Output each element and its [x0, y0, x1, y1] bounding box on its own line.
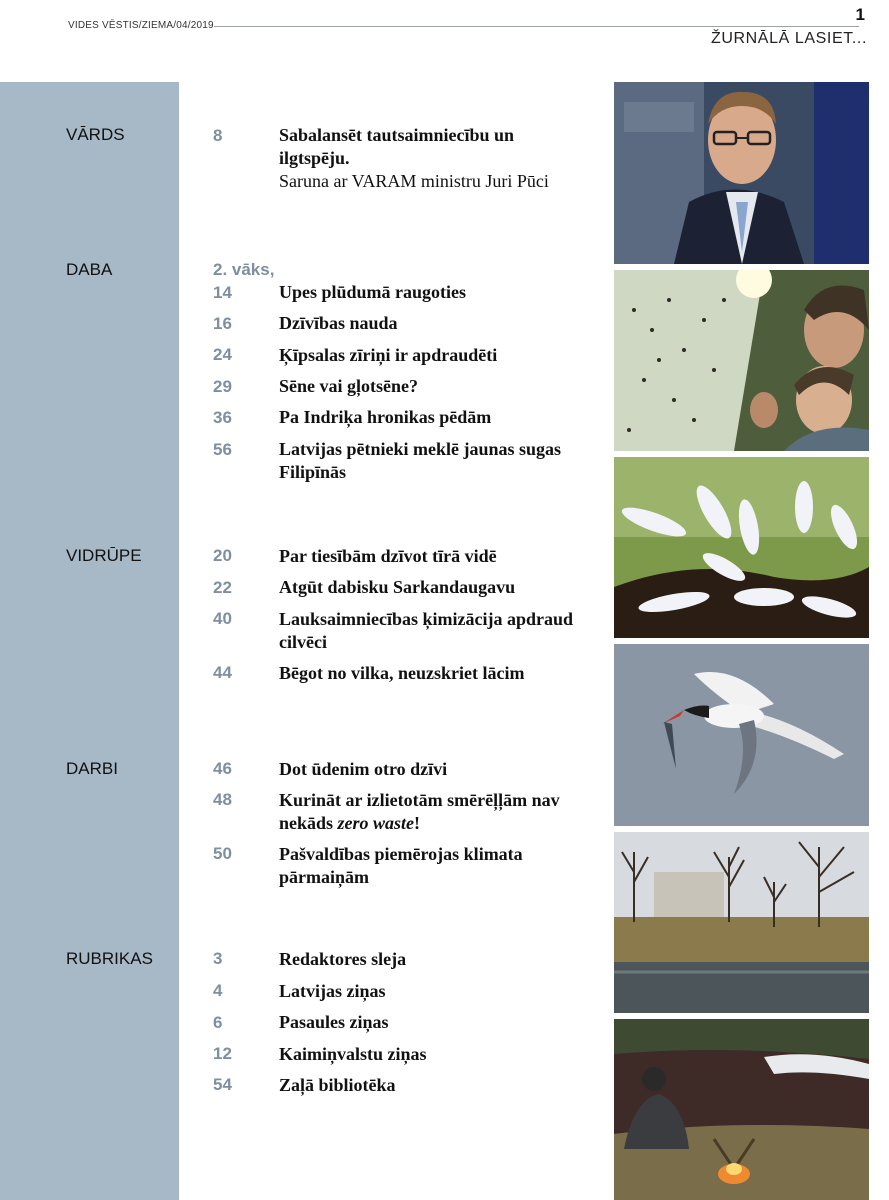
category-vards: VĀRDS	[66, 125, 125, 144]
toc-entry-title[interactable]: Bēgot no vilka, neuzskriet lācim	[279, 663, 525, 683]
header-rule	[214, 26, 859, 27]
toc-page-number: 20	[213, 546, 232, 565]
toc-entry-title[interactable]: Lauksaimniecības ķimizācija apdraud cilvēci	[279, 609, 574, 652]
toc-page-number: 36	[213, 408, 232, 427]
toc-entry-title[interactable]: Atgūt dabisku Sarkandaugavu	[279, 577, 516, 597]
toc-page-number: 12	[213, 1044, 232, 1063]
category-rubrikas: RUBRIKAS	[66, 949, 153, 968]
photo-river-winter-trees	[614, 832, 869, 1013]
toc-entry-title[interactable]: Dzīvības nauda	[279, 313, 398, 333]
page-number: 1	[855, 5, 865, 24]
toc-page-number: 56	[213, 440, 232, 459]
toc-entry-title[interactable]: Redaktores sleja	[279, 949, 407, 969]
toc-page-number: 48	[213, 790, 232, 809]
toc-page-number: 14	[213, 283, 232, 302]
category-darbi: DARBI	[66, 759, 118, 778]
photo-tern-with-fish	[614, 644, 869, 826]
toc-page-number: 29	[213, 377, 232, 396]
toc-entry-title[interactable]: Zaļā bibliotēka	[279, 1075, 396, 1095]
toc-page-number: 46	[213, 759, 232, 778]
toc-cover-ref: 2. vāks,	[213, 260, 275, 279]
photo-person-campfire-river	[614, 1019, 869, 1200]
title-emphasis: zero waste	[337, 813, 415, 833]
toc-page-number: 4	[213, 981, 223, 1000]
toc-entry-title[interactable]: Pa Indriķa hronikas pēdām	[279, 407, 492, 427]
toc-entry-title[interactable]: Pasaules ziņas	[279, 1012, 389, 1032]
toc-page-number: 8	[213, 126, 223, 145]
toc-page-number: 6	[213, 1013, 223, 1032]
toc-entry-subtitle: Saruna ar VARAM ministru Juri Pūci	[279, 171, 549, 191]
side-band	[0, 82, 179, 1200]
toc-page-number: 40	[213, 609, 232, 628]
toc-page-number: 54	[213, 1075, 232, 1094]
toc-page-number: 3	[213, 949, 223, 968]
toc-entry-title[interactable]: Pašvaldības piemērojas klimata pārmaiņām	[279, 844, 523, 887]
photo-slime-mold-closeup	[614, 457, 869, 638]
toc-page-number: 16	[213, 314, 232, 333]
toc-entry-title[interactable]: Latvijas ziņas	[279, 981, 386, 1001]
toc-page-number: 22	[213, 578, 232, 597]
photo-minister-portrait	[614, 82, 869, 264]
toc-entry-title[interactable]: Latvijas pētnieki meklē jaunas sugas Filipīnās	[279, 439, 562, 482]
category-daba: DABA	[66, 260, 113, 279]
toc-entry-title[interactable]: Sabalansēt tautsaimniecību un ilgtspēju.	[279, 125, 515, 168]
toc-entry-title[interactable]: Kaimiņvalstu ziņas	[279, 1044, 427, 1064]
toc-entry-title[interactable]: Upes plūdumā raugoties	[279, 282, 467, 302]
photo-researchers-insect-sheet	[614, 270, 869, 451]
title-text: Kurināt ar izlietotām smērēļļām nav nekāds	[279, 790, 560, 833]
section-title: ŽURNĀLĀ LASIET...	[710, 30, 867, 47]
toc-page-number: 44	[213, 663, 232, 682]
toc-page-number: 50	[213, 844, 232, 863]
title-text-end: !	[414, 813, 421, 833]
toc-page-number: 24	[213, 345, 232, 364]
toc-entry-title[interactable]	[279, 789, 589, 835]
toc-entry-title[interactable]: Sēne vai gļotsēne?	[279, 376, 418, 396]
category-vidrupe: VIDRŪPE	[66, 546, 142, 565]
publication-info: VIDES VĒSTIS/ZIEMA/04/2019	[68, 20, 214, 31]
toc-entry-title[interactable]: Dot ūdenim otro dzīvi	[279, 759, 448, 779]
toc-entry-title[interactable]: Par tiesībām dzīvot tīrā vidē	[279, 546, 497, 566]
toc-entry-title[interactable]: Ķīpsalas zīriņi ir apdraudēti	[279, 345, 498, 365]
